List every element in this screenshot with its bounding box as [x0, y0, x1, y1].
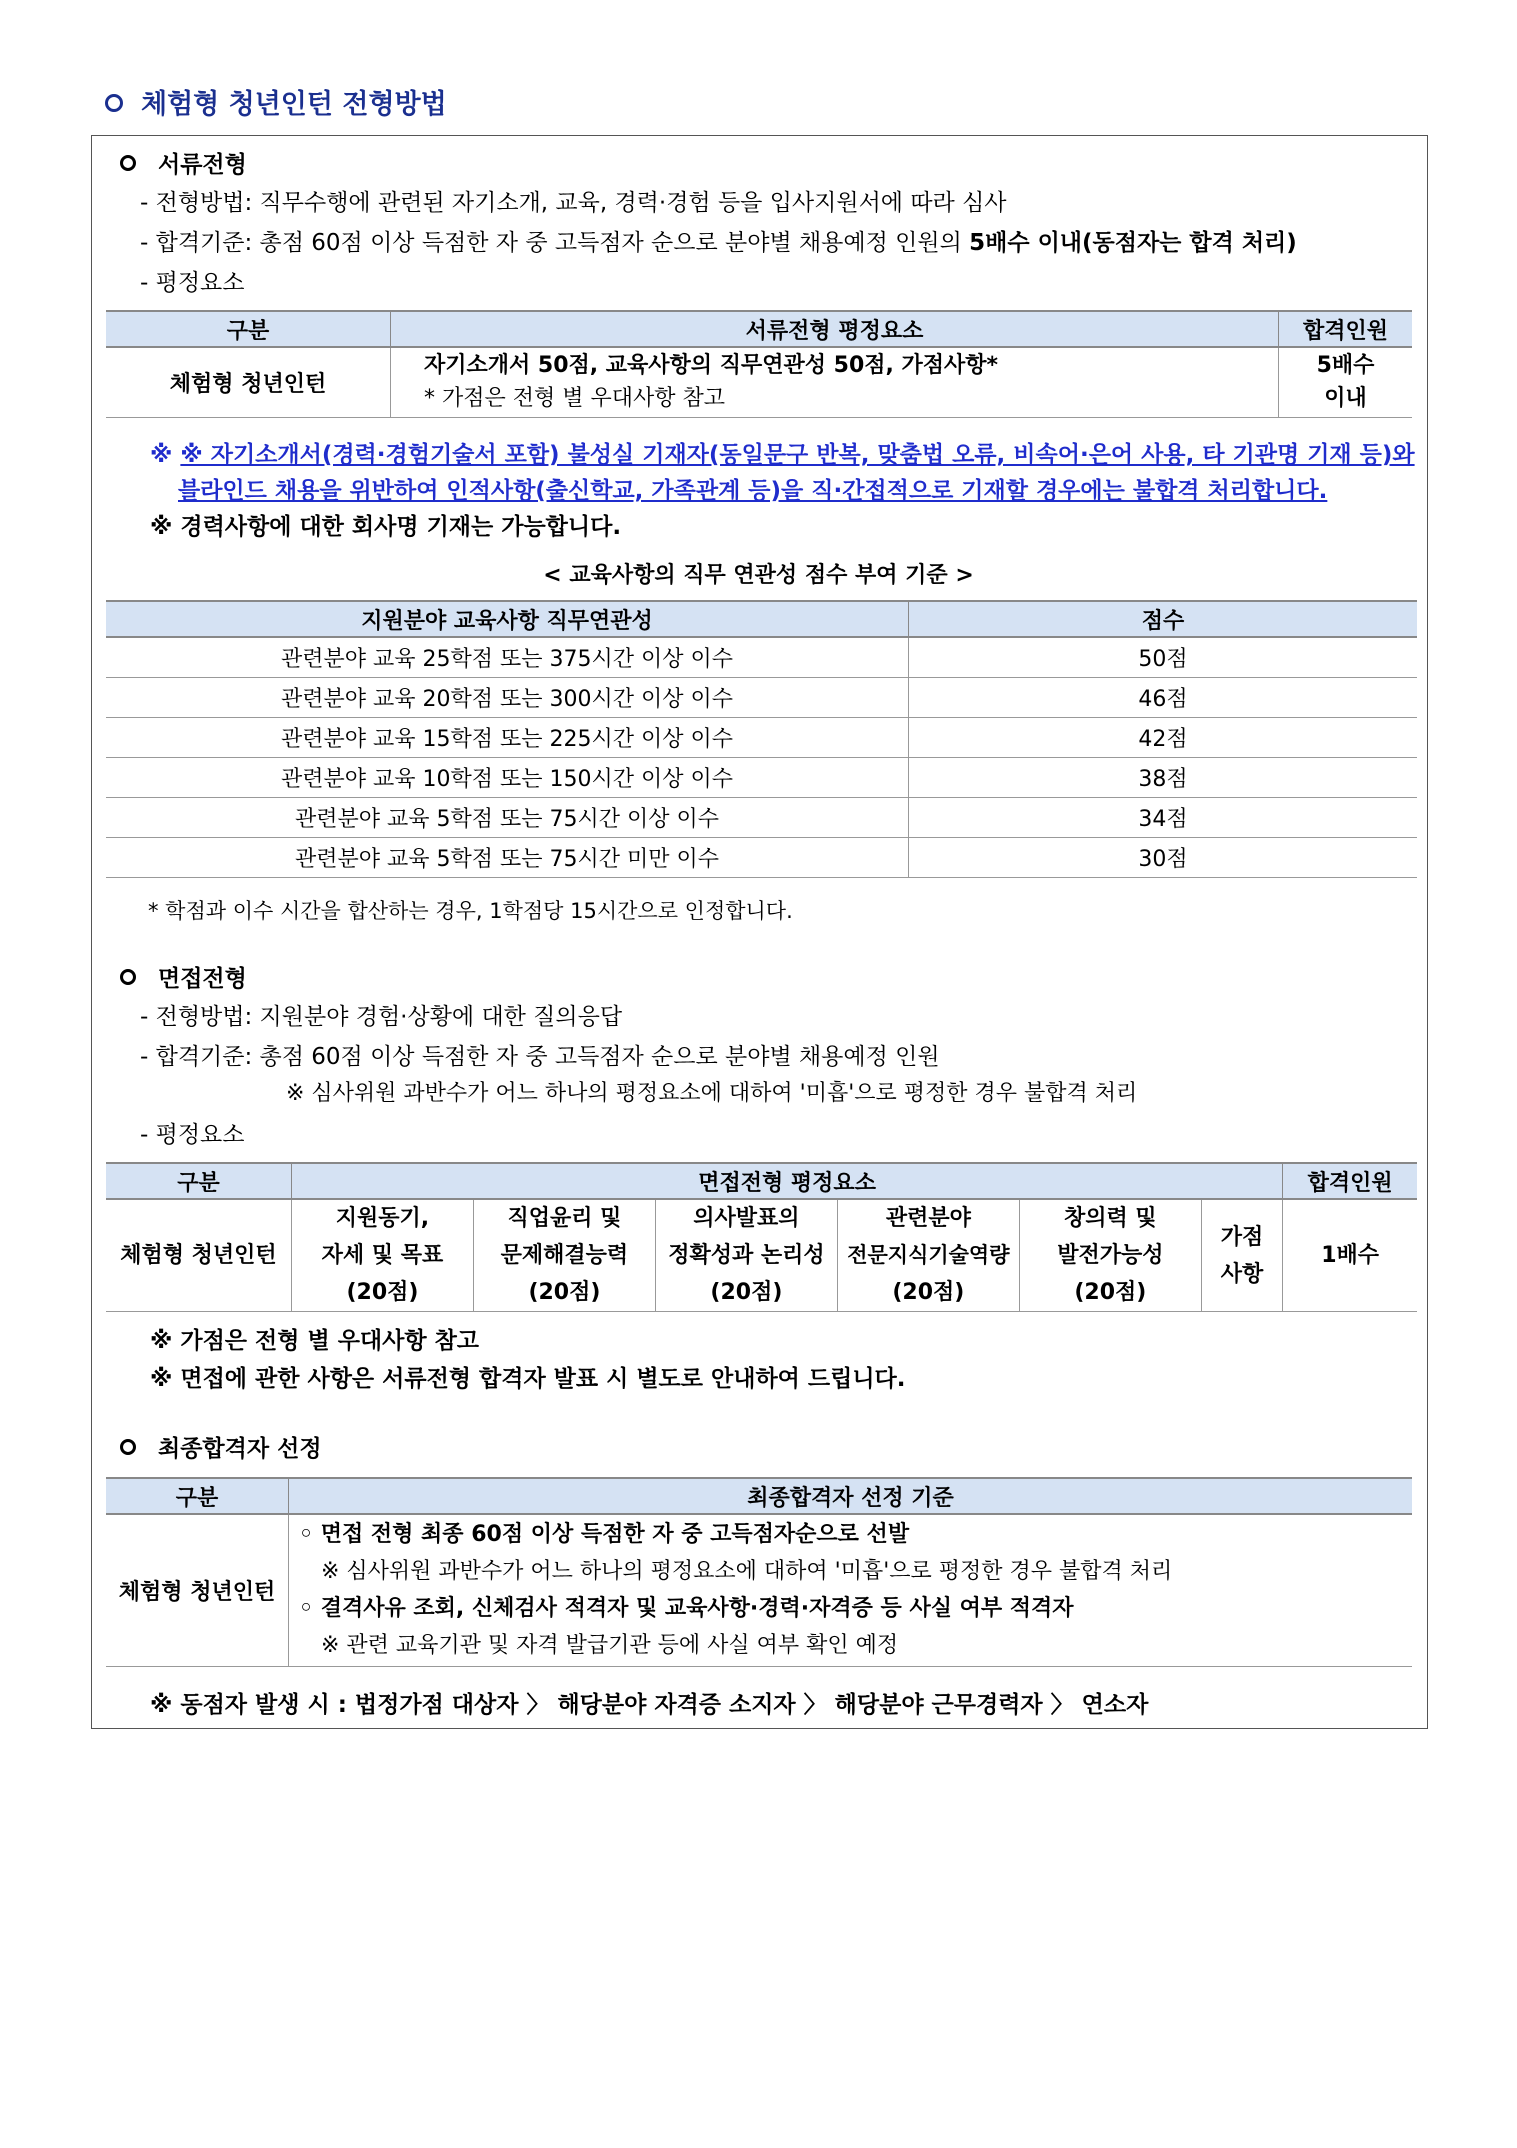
- table-row: [106, 837, 1417, 877]
- criteria-note: * 가점은 전형 별 우대사항 참고: [424, 386, 725, 412]
- edu-table-title: < 교육사항의 직무 연관성 점수 부여 기준 >: [543, 563, 974, 588]
- table-row: [106, 757, 1417, 797]
- table-row: [106, 1514, 1412, 1666]
- factor-line: 창의력 및: [1064, 1206, 1157, 1231]
- edu-score: 46점: [909, 677, 1418, 717]
- factor-cell: [291, 1199, 473, 1312]
- edu-score: 30점: [909, 837, 1418, 877]
- doc-criteria-text: - 합격기준: 총점 60점 이상 득점한 자 중 고득점자 순으로 분야별 채용예정 인원의: [140, 230, 970, 256]
- table-row: [106, 717, 1417, 757]
- pass-cell: 5배수 이내: [1279, 347, 1413, 417]
- edu-criteria: 관련분야 교육 15학점 또는 225시간 이상 이수: [106, 717, 909, 757]
- table-row: [106, 797, 1417, 837]
- section-heading-text: 최종합격자 선정: [158, 1436, 322, 1462]
- notice-line-1: ※ ※ 자기소개서(경력·경험기술서 포함) 불성실 기재자(동일문구 반복, 맞춤법 오류, 비속어·은어 사용, 타 기관명 기재 등)와: [150, 442, 1415, 468]
- page-title: [105, 82, 447, 121]
- bonus-cell: [1201, 1199, 1282, 1312]
- factor-line: 지원동기,: [335, 1206, 430, 1231]
- table-row: [106, 1199, 1417, 1312]
- col-header: 구분: [106, 311, 391, 347]
- section-document-heading: [120, 146, 247, 179]
- edu-note: * 학점과 이수 시간을 합산하는 경우, 1학점당 15시간으로 인정합니다.: [148, 899, 793, 923]
- criteria-main: 자기소개서 50점, 교육사항의 직무연관성 50점, 가점사항*: [424, 353, 999, 379]
- final-criteria-4: ※ 관련 교육기관 및 자격 발급기관 등에 사실 여부 확인 예정: [321, 1633, 899, 1659]
- final-criteria-1: ◦ 면접 전형 최종 60점 이상 득점한 자 중 고득점자순으로 선발: [299, 1522, 910, 1548]
- circle-bullet-icon: [120, 155, 136, 171]
- edu-score: 38점: [909, 757, 1418, 797]
- edu-criteria: 관련분야 교육 5학점 또는 75시간 이상 이수: [106, 797, 909, 837]
- interview-criteria-line: - 합격기준: 총점 60점 이상 득점한 자 중 고득점자 순으로 분야별 채용예정 인원: [140, 1044, 940, 1070]
- edu-score: 34점: [909, 797, 1418, 837]
- section-interview-heading: [120, 960, 247, 993]
- factor-line: (20점): [710, 1280, 783, 1305]
- doc-criteria-bold: 5배수 이내(동점자는 합격 처리): [969, 230, 1297, 256]
- row-label: 체험형 청년인턴: [106, 1199, 291, 1312]
- row-label: 체험형 청년인턴: [106, 347, 391, 417]
- factor-line: 관련분야: [885, 1206, 971, 1231]
- factor-line: (20점): [346, 1280, 419, 1305]
- factor-cell: [837, 1199, 1019, 1312]
- col-header: 면접전형 평정요소: [291, 1163, 1282, 1199]
- factor-line: (20점): [1074, 1280, 1147, 1305]
- edu-criteria: 관련분야 교육 10학점 또는 150시간 이상 이수: [106, 757, 909, 797]
- col-header: 점수: [909, 601, 1418, 637]
- row-label: 체험형 청년인턴: [106, 1514, 289, 1666]
- factor-line: (20점): [528, 1280, 601, 1305]
- factor-line: 문제해결능력: [500, 1243, 629, 1268]
- interview-factors-line: - 평정요소: [140, 1122, 245, 1148]
- table-row: [106, 637, 1417, 677]
- factor-cell: [655, 1199, 837, 1312]
- section-heading-text: 서류전형: [158, 152, 247, 178]
- interview-note-1: ※ 가점은 전형 별 우대사항 참고: [150, 1328, 480, 1354]
- factor-cell: [473, 1199, 655, 1312]
- interview-note-2: ※ 면접에 관한 사항은 서류전형 합격자 발표 시 별도로 안내하여 드립니다.: [150, 1366, 906, 1392]
- bonus-line: 가점: [1220, 1224, 1264, 1250]
- table-header-row: [106, 1163, 1417, 1199]
- factor-line: 정확성과 논리성: [668, 1243, 825, 1268]
- factor-cell: [1019, 1199, 1201, 1312]
- col-header: 서류전형 평정요소: [391, 311, 1279, 347]
- notice-line-3: ※ 경력사항에 대한 회사명 기재는 가능합니다.: [150, 514, 622, 540]
- circle-bullet-icon: [105, 94, 123, 112]
- page-title-text: 체험형 청년인턴 전형방법: [141, 89, 447, 120]
- notice-line-2: 블라인드 채용을 위반하여 인적사항(출신학교, 가족관계 등)을 직·간접적으로 기재할 경우에는 불합격 처리합니다.: [178, 478, 1328, 504]
- circle-bullet-icon: [120, 969, 136, 985]
- final-criteria-cell: [289, 1514, 1413, 1666]
- edu-criteria: 관련분야 교육 20학점 또는 300시간 이상 이수: [106, 677, 909, 717]
- factor-line: 전문지식기술역량: [847, 1243, 1010, 1267]
- interview-evaluation-table: [106, 1162, 1417, 1312]
- col-header: 지원분야 교육사항 직무연관성: [106, 601, 909, 637]
- circle-bullet-icon: [120, 1439, 136, 1455]
- final-criteria-2: ※ 심사위원 과반수가 어느 하나의 평정요소에 대하여 '미흡'으로 평정한 경우 불합격 처리: [321, 1559, 1173, 1585]
- doc-method-line: - 전형방법: 직무수행에 관련된 자기소개, 교육, 경력·경험 등을 입사지원서에 따라 심사: [140, 190, 1007, 216]
- doc-evaluation-table: [106, 310, 1412, 418]
- table-header-row: [106, 1478, 1412, 1514]
- factor-line: 자세 및 목표: [321, 1243, 444, 1268]
- final-selection-table: [106, 1477, 1412, 1667]
- factor-line: 직업윤리 및: [507, 1206, 622, 1231]
- doc-factors-line: - 평정요소: [140, 270, 245, 296]
- col-header: 합격인원: [1283, 1163, 1417, 1199]
- tie-break-rule: ※ 동점자 발생 시 : 법정가점 대상자 〉 해당분야 자격증 소지자 〉 해당분야 근무경력자 〉 연소자: [150, 1692, 1149, 1718]
- factor-line: 의사발표의: [693, 1206, 800, 1231]
- interview-criteria-note: ※ 심사위원 과반수가 어느 하나의 평정요소에 대하여 '미흡'으로 평정한 경우 불합격 처리: [286, 1081, 1138, 1106]
- criteria-cell: [391, 347, 1279, 417]
- notice-text-1: ※ 자기소개서(경력·경험기술서 포함) 불성실 기재자(동일문구 반복, 맞춤법 오류, 비속어·은어 사용, 타 기관명 기재 등)와: [180, 442, 1415, 468]
- interview-method-line: - 전형방법: 지원분야 경험·상황에 대한 질의응답: [140, 1004, 623, 1030]
- section-heading-text: 면접전형: [158, 966, 247, 992]
- edu-criteria: 관련분야 교육 25학점 또는 375시간 이상 이수: [106, 637, 909, 677]
- table-row: [106, 677, 1417, 717]
- pass-cell: 1배수: [1283, 1199, 1417, 1312]
- col-header: 구분: [106, 1163, 291, 1199]
- factor-line: 발전가능성: [1057, 1243, 1164, 1268]
- section-final-heading: [120, 1430, 322, 1463]
- col-header: 합격인원: [1279, 311, 1413, 347]
- edu-score: 42점: [909, 717, 1418, 757]
- edu-criteria: 관련분야 교육 5학점 또는 75시간 미만 이수: [106, 837, 909, 877]
- col-header: 구분: [106, 1478, 289, 1514]
- table-header-row: [106, 601, 1417, 637]
- col-header: 최종합격자 선정 기준: [289, 1478, 1413, 1514]
- doc-criteria-line: [140, 224, 1297, 257]
- table-row: [106, 347, 1412, 417]
- factor-line: (20점): [892, 1280, 965, 1305]
- final-criteria-3: ◦ 결격사유 조회, 신체검사 적격자 및 교육사항·경력·자격증 등 사실 여부 적격자: [299, 1596, 1074, 1622]
- table-header-row: [106, 311, 1412, 347]
- edu-score: 50점: [909, 637, 1418, 677]
- edu-score-table: [106, 600, 1417, 878]
- bonus-line: 사항: [1220, 1261, 1264, 1287]
